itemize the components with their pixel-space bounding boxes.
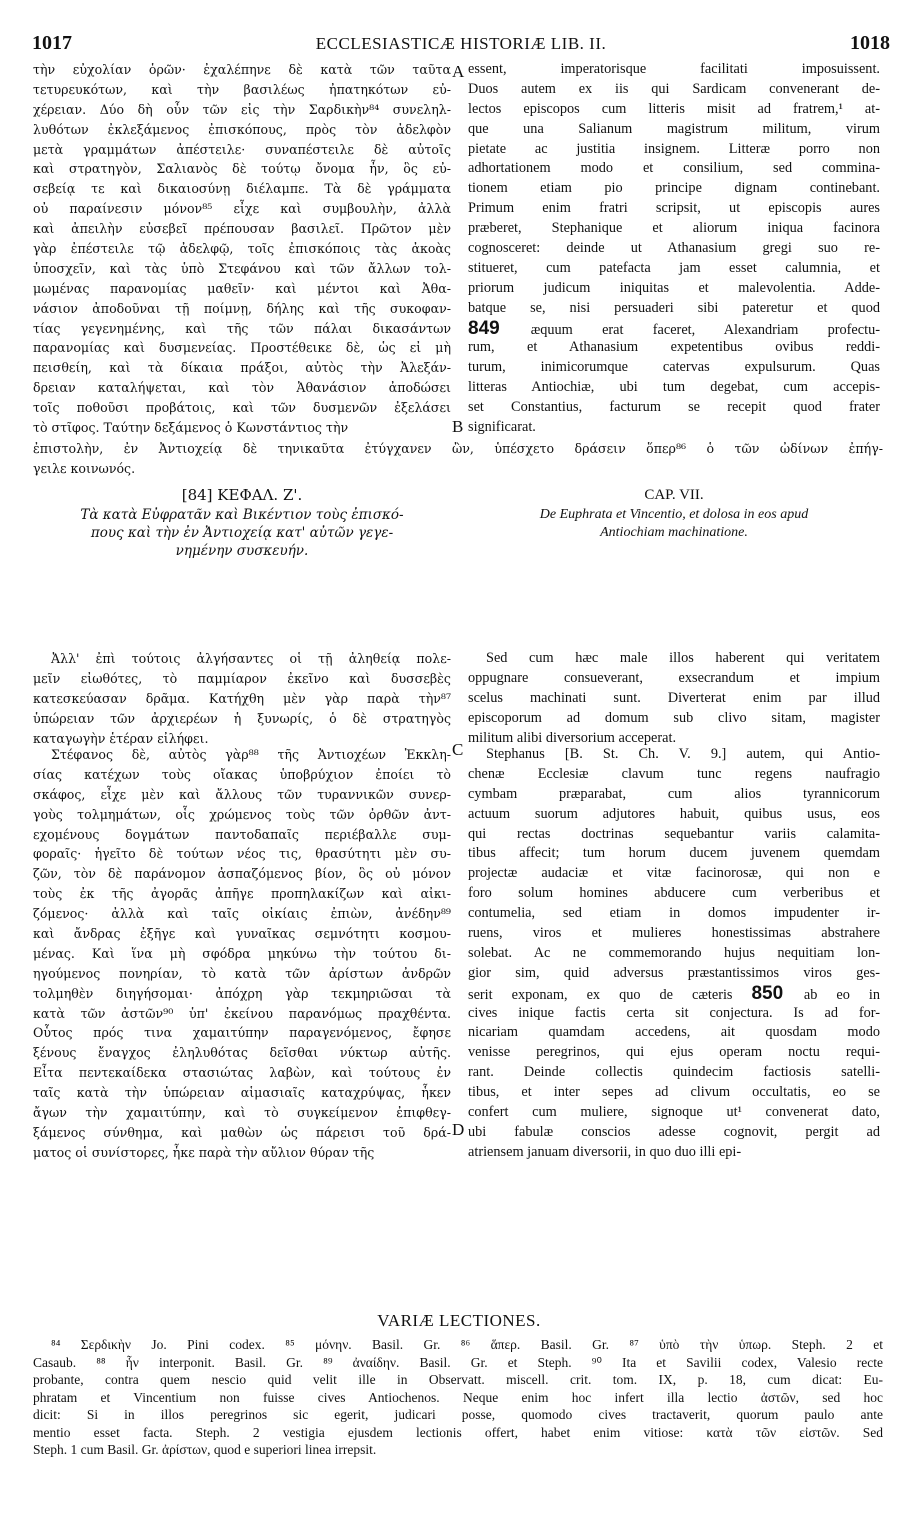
text-line: significarat.	[468, 419, 536, 436]
column-number-849: 849	[468, 318, 531, 339]
text-segment: ab eo in	[803, 986, 880, 1003]
greek-column-top	[33, 60, 451, 438]
running-title: ECCLESIASTICÆ HISTORIÆ LIB. II.	[315, 34, 607, 53]
text-line: set Constantius, facturum se recepit quod frater	[468, 399, 880, 416]
text-line: χέρειαν. Δύο δὴ οὖν τῶν εἰς τὴν Σαρδικὴν⁸⁴ συνεληλ-	[33, 101, 451, 117]
text-line: que una Salianum magistrum militum, virum	[468, 120, 880, 137]
page-number-right: 1018	[850, 32, 890, 54]
subtitle-line: De Euphrata et Vincentio, et dolosa in eos apud	[539, 507, 809, 522]
text-segment: æquum erat faceret, Alexandriam profectu-	[530, 321, 880, 338]
text-line: ἄγων τὴν χαμαιτύπην, καὶ τὸ συγκείμενον ἐπιφθεγ-	[33, 1105, 451, 1121]
text-line: Στέφανος δὲ, αὐτὸς γὰρ⁸⁸ τῆς Ἀντιοχέων Ἐκκλη-	[51, 747, 451, 762]
text-line: καὶ ἀπειλὴν εὐσεβεῖ πρέπουσαν βασιλεῖ. Πρῶτον μὲν	[33, 221, 451, 237]
running-header	[32, 32, 890, 56]
latin-column-top	[468, 60, 880, 438]
text-line: batque se, nisi persuaderi sibi pateretur et quod	[468, 299, 880, 316]
text-line: καὶ στρατηγὸν, Σαλιανὸς δὲ τούτῳ ὄνομα ἦν, ὃς εὐ-	[33, 161, 451, 177]
text-line: μετὰ γραμμάτων ἀπέστειλε· συναπέστειλε δὲ αὐτοῖς	[33, 141, 451, 157]
text-line: militum alibi diversorium acceperat.	[468, 729, 677, 746]
text-line: σκάφος, εἶχε μὲν καὶ ἄλλους τῶν τυραννικῶν συνερ-	[33, 786, 451, 802]
latin-paragraph-2	[468, 745, 880, 1163]
text-segment: serit exponam, ex quo de cæteris	[468, 986, 752, 1003]
text-line: priorum judicum iniquitas et malevolentia. Adde-	[468, 279, 880, 296]
text-line: nicariam quamdam accedens, ait quosdam modo	[468, 1024, 880, 1041]
subtitle-line: Antiochiam machinatione.	[600, 525, 748, 540]
text-line: ματος οἱ συνίστορες, ἧκε παρὰ τὴν αὔλιον θύραν τῆς	[33, 1144, 375, 1160]
text-line: atriensem januam diversorii, in quo duo illi epi-	[468, 1143, 742, 1160]
text-line: stitueret, cum patefacta jam esset calumnia, et	[468, 259, 880, 276]
latin-chapter-heading	[468, 484, 880, 542]
margin-marker-c: C	[452, 740, 464, 759]
greek-chapter-heading	[33, 484, 451, 560]
text-line: τὸ στῖφος. Ταύτην δεξάμενος ὁ Κωνστάντιος τὴν	[33, 420, 349, 436]
text-line: adhortationem modo et consilium, sed commina-	[468, 160, 880, 177]
text-line: foro solum homines abducere cum verberibus et	[468, 885, 880, 902]
text-line: projectæ audaciæ et vitæ facinorosæ, qui non e	[468, 865, 880, 882]
text-line	[468, 984, 880, 1004]
text-line: ταῖς κατὰ τὴν ὑπώρειαν αἱμασιαῖς καταχρύψας, ἧκεν	[33, 1085, 451, 1101]
text-line: tionem etiam pio principe dignam continebant.	[468, 180, 880, 197]
subtitle-line: πους καὶ τὴν ἐν Ἀντιοχείᾳ κατ' αὐτῶν γεγε-	[90, 525, 394, 541]
text-line: δρειαν καταλήψεται, καὶ τὸν Ἀθανάσιον ἀποδώσει	[33, 380, 451, 396]
text-line: chenæ Ecclesiæ clavum tunc regens naufragio	[468, 765, 880, 782]
text-line: τοὺς ἐκ τῆς ἀγορᾶς ἀπῆγε προπηλακίζων καὶ αἰκι-	[33, 886, 451, 902]
subtitle-line: Τὰ κατὰ Εὐφρατᾶν καὶ Βικέντιον τοὺς ἐπισκό-	[80, 507, 404, 523]
text-line: γοὺς τολμημάτων, οἷς χρώμενος τοὺς τῶν ὀρθῶν ἀντ-	[33, 806, 451, 822]
text-line: scelus machinati sunt. Diverterat enim par illud	[468, 689, 880, 706]
column-number-850: 850	[751, 983, 804, 1004]
latin-paragraph-1	[468, 649, 880, 748]
margin-marker-d: D	[452, 1120, 465, 1139]
text-line: γὰρ ἐπέστειλε τῷ ἀδελφῷ, τοῖς ἐπισκόποις τὰς ἀκοὰς	[33, 241, 451, 257]
text-line: cymbam præparabat, cum alios tyrannicorum	[468, 785, 880, 802]
text-line: dicit: Si in illos peregrinos sic egerit, judicari posse, quomodo cives tractaverit, quorum paulo ante	[33, 1407, 883, 1422]
text-line: Οὗτος πρός τινα χαμαιτύπην παραγενόμενος, ἔφησε	[33, 1025, 451, 1041]
margin-marker-b: B	[452, 417, 464, 436]
page-number-left: 1017	[32, 32, 72, 54]
variae-lectiones-notes	[33, 1336, 883, 1459]
text-line: pietate ac justitia insignem. Litteræ porro non	[468, 140, 880, 157]
text-line: καὶ ἄνδρας ἐξῆγε καὶ γυναῖκας σεμνότητι κοσμου-	[33, 926, 451, 942]
text-line: τολμηθὲν διηγήσομαι· ἀπόχρη γὰρ τεκμηριῶσαι τὰ	[33, 985, 451, 1001]
text-line: ηγούμενος πονηρίαν, τὸ κατὰ τῶν ἀρίστων ἀνδρῶν	[33, 965, 451, 981]
text-line: λυθότων ἐκλεξάμενος ἐπισκόπους, πρὸς τὸν ἀδελφὸν	[33, 121, 451, 137]
text-line: essent, imperatorisque facilitati imposuissent.	[468, 61, 880, 77]
text-line: κατεσκεύασαν δρᾶμα. Κατήχθη μὲν γὰρ παρὰ τὴν⁸⁷	[33, 690, 451, 706]
text-line: venisse peregrinos, qui ejus operam noctu requi-	[468, 1044, 880, 1061]
text-line: confert cum muliere, signoque ut¹ convenerat dato,	[468, 1104, 880, 1121]
text-line: ubi fabulæ conscios adesse cognovit, pergit ad	[468, 1123, 880, 1140]
text-line: ὑπώρειαν τῶν ἀρχιερέων ἡ ξυνωρίς, ὁ δὲ στρατηγὸς	[33, 710, 451, 726]
text-line: rum, et Athanasium expetentibus ovibus reddi-	[468, 339, 880, 356]
text-line: ξένους ἔναγχος ἐληλυθότας δεῖσθαι νύκτωρ αὐτῆς.	[33, 1045, 451, 1061]
text-line: Stephanus [B. St. Ch. V. 9.] autem, qui Antio-	[486, 746, 880, 762]
text-line: præberet, Stephanique et aliorum iniqua facinora	[468, 220, 880, 237]
text-line: gior sim, quid adversus præstantissimos viros ges-	[468, 964, 880, 981]
text-line: rant. Deinde collectis quindecim factiosis satelli-	[468, 1064, 880, 1081]
text-line: oppugnare consueverant, exsecrandum et impium	[468, 669, 880, 686]
text-line: τετυρευκότων, καὶ τὴν βασιλέως ἠπατηκότων εὐ-	[33, 81, 451, 97]
margin-marker-a: A	[452, 62, 465, 81]
text-line: τὴν εὐχολίαν ὁρῶν· ἐχαλέπηνε δὲ κατὰ τῶν ταῦτα	[33, 62, 451, 77]
greek-full-width-continuation	[33, 439, 883, 479]
text-line: εχομένους δογμάτων παντοδαπαῖς περιέβαλλε συμ-	[33, 826, 451, 842]
text-line: ζόμενος· ἀλλὰ καὶ ταῖς οἰκίαις ἐπιὼν, ἀνέδην⁸⁹	[33, 906, 451, 922]
text-line: episcoporum ad domum sub clivo sitam, magister	[468, 709, 880, 726]
text-line: φοραῖς· ἡγεῖτο δὲ τούτων νέος τις, θρασύτητι μὲν συ-	[33, 846, 451, 862]
text-line: ⁸⁴ Σερδικὴν Jo. Pini codex. ⁸⁵ μόνην. Basil. Gr. ⁸⁶ ἅπερ. Basil. Gr. ⁸⁷ ὑπὸ τὴν ὑπωρ. Steph. 2 et	[51, 1337, 883, 1352]
text-line: phratam et Vincentium non fuisse cives Antiochenos. Neque enim hoc infert illa lectio ἀστῶν, sed hoc	[33, 1389, 883, 1405]
text-line: μένας. Καὶ ἵνα μὴ σφόδρα μηκύνω τὴν τούτου δι-	[33, 945, 451, 961]
text-line: Ἀλλ' ἐπὶ τούτοις ἀλγήσαντες οἱ τῇ ἀληθείᾳ πολε-	[51, 651, 451, 666]
text-line: tibus, et inter sepes ad clivum occultatis, eo se	[468, 1084, 880, 1101]
text-line: οὐ παραίνεσιν μόνον⁸⁵ εἶχε καὶ συμβουλὴν, ἀλλὰ	[33, 201, 451, 217]
text-line: μεῖν εἰωθότες, τὸ παμμίαρον ἐκεῖνο καὶ δυσσεβὲς	[33, 670, 451, 686]
variae-lectiones-title: VARIÆ LECTIONES.	[377, 1311, 541, 1330]
greek-paragraph-1	[33, 649, 451, 748]
text-line: mentio esset facta. Steph. 2 vestigia ejusdem lectionis offert, habet enim vitiose: κατὰ τῶν εἰστῶν. Sed	[33, 1424, 883, 1440]
text-line: ruens, viros et mulieres honestissimas abstrahere	[468, 925, 880, 942]
text-line: Sed cum hæc male illos haberent qui veritatem	[486, 650, 880, 666]
text-line: cives inique factis certa sit conjectura. Is ad for-	[468, 1004, 880, 1021]
text-line	[468, 319, 880, 339]
text-line: lectos episcopos cum litteris misit ad fratrem,¹ at-	[468, 100, 880, 117]
text-line: cognosceret: deinde ut Athanasium gregi suo re-	[468, 240, 880, 257]
text-line: solebat. Ac ne commemorando hujus nequitiam lon-	[468, 944, 880, 961]
text-line: actuum suorum adjutores habuit, quibus usus, eos	[468, 805, 880, 822]
text-line: tibus affecit; tum horum ducem juvenem quemdam	[468, 845, 880, 862]
text-line: ἐπιστολὴν, ἐν Ἀντιοχείᾳ δὲ τηνικαῦτα ἐτύγχανεν ὢν, ὑπέσχετο δράσειν ὅπερ⁸⁶ ὁ τῶν ὠδίνων ἐπήγ-	[33, 441, 883, 456]
text-line: turum, inimicorumque catervas expulsurum. Quas	[468, 359, 880, 376]
text-line: ξάμενος σύνθημα, καὶ μαθὼν ὡς πάρεισι τοῦ δρά-	[33, 1124, 451, 1140]
text-line: litteras Antiochiæ, ubi tum degebat, cum accepis-	[468, 379, 880, 396]
text-line: μωμένας παρανομίας μαθεῖν· καὶ μέντοι καὶ Ἀθα-	[33, 280, 451, 296]
text-line: ζῶν, τὸν δὲ παράνομον ἀσπαζόμενος βίον, ὃς οὐ μόνον	[33, 866, 451, 882]
text-line: γειλε κοινωνός.	[33, 460, 136, 476]
text-line: πεισθείη, καὶ τὰ δίκαια πράξοι, αὐτὸς τὴν Ἀλεξάν-	[33, 360, 451, 376]
text-line: νάσιον ἀποδοῦναι τῇ ποίμνῃ, δήλης καὶ τῆς συκοφαν-	[33, 300, 451, 316]
greek-chapter-subtitle	[33, 506, 451, 560]
text-line: Casaub. ⁸⁸ ἦν interponit. Basil. Gr. ⁸⁹ ἀναίδην. Basil. Gr. et Steph. ⁹⁰ Ita et Savilii codex, Valesio recte	[33, 1354, 883, 1370]
text-line: καταγωγὴν ἑτέραν εἰλήφει.	[33, 730, 209, 746]
text-line: Duos autem ex iis qui Sardicam convenerant de-	[468, 80, 880, 97]
greek-paragraph-2	[33, 745, 451, 1163]
greek-chapter-title: [84] ΚΕΦΑΛ. Ζ'.	[181, 486, 303, 504]
latin-chapter-subtitle	[468, 506, 880, 542]
text-line: qui rectas doctrinas sequebantur variis calamita-	[468, 825, 880, 842]
text-line: κατὰ τῶν ἀστῶν⁹⁰ ὑπ' ἐκείνου παρανόμως πραχθέντα.	[33, 1005, 451, 1021]
latin-chapter-title: CAP. VII.	[644, 487, 704, 503]
text-line: contumelia, sed etiam in domos impudenter ir-	[468, 905, 880, 922]
text-line: Εἶτα πεντεκαίδεκα στασιώτας λαβὼν, καὶ τούτους ἐν	[33, 1065, 451, 1081]
text-line: σίας κατέχων τοὺς οἴακας ὑποβρύχιον ἐποίει τὸ	[33, 766, 451, 782]
text-line: Steph. 1 cum Basil. Gr. ἀρίστων, quod e superiori linea irrepsit.	[33, 1442, 377, 1457]
text-line: σεβείᾳ τε καὶ δικαιοσύνῃ διέλαμπε. Τὰ δὲ γράμματα	[33, 181, 451, 197]
text-line: probante, contra quem nescio quid velit ille in Observatt. miscell. crit. tom. IX, p. 18, cum dicat: Eu-	[33, 1372, 883, 1387]
text-line: παρανομίας καὶ δυσμενείας. Προστέθεικε δὲ, ὡς εἰ μὴ	[33, 340, 451, 356]
text-line: Primum enim fratri scripsit, ut episcopis aures	[468, 200, 880, 217]
text-line: τοῖς ποθοῦσι προβάτοις, καὶ τῶν δυσμενῶν ἐξελάσει	[33, 400, 451, 416]
text-line: ὑποσχεῖν, καὶ τὰς ὑπὸ Στεφάνου καὶ τῶν ἄλλων τολ-	[33, 260, 451, 276]
subtitle-line: νημένην συσκευήν.	[175, 543, 309, 559]
text-line: τίας γεγενημένης, καὶ τῆς τῶν πάλαι δικασάντων	[33, 320, 451, 336]
